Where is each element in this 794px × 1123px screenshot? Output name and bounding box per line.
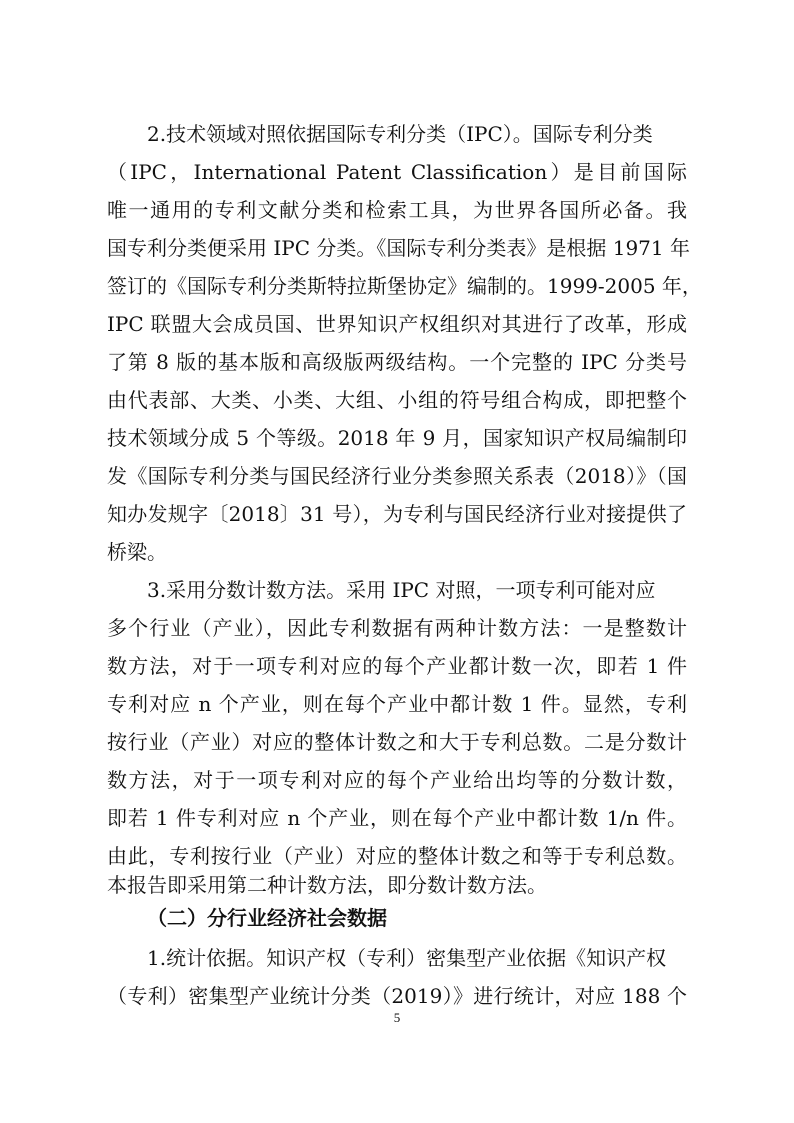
text-line: 按行业（产业）对应的整体计数之和大于专利总数。二是分数计 <box>107 730 687 754</box>
text-line: 数方法，对于一项专利对应的每个产业都计数一次，即若 1 件 <box>107 654 687 678</box>
text-line: 技术领域分成 5 个等级。2018 年 9 月，国家知识产权局编制印 <box>107 426 687 450</box>
text-line: 桥梁。 <box>107 540 167 564</box>
text-line: 专利对应 n 个产业，则在每个产业中都计数 1 件。显然，专利 <box>107 692 687 716</box>
text-line: （专利）密集型产业统计分类（2019）》进行统计，对应 188 个 <box>107 984 687 1008</box>
text-line: 由代表部、大类、小类、大组、小组的符号组合构成，即把整个 <box>107 388 687 412</box>
text-line: 发《国际专利分类与国民经济行业分类参照关系表（2018）》（国 <box>107 464 687 488</box>
text-line: 本报告即采用第二种计数方法，即分数计数方法。 <box>107 873 547 897</box>
text-line: （IPC，International Patent Classification）是目前国际 <box>107 160 687 184</box>
text-line: 1.统计依据。知识产权（专利）密集型产业依据《知识产权 <box>147 946 667 970</box>
text-line: 数方法，对于一项专利对应的每个产业给出均等的分数计数， <box>107 768 687 792</box>
section-heading: （二）分行业经济社会数据 <box>147 906 387 930</box>
text-line: 即若 1 件专利对应 n 个产业，则在每个产业中都计数 1/n 件。 <box>107 806 687 830</box>
text-line: 2.技术领域对照依据国际专利分类（IPC）。国际专利分类 <box>147 122 653 146</box>
text-line: 了第 8 版的基本版和高级版两级结构。一个完整的 IPC 分类号 <box>107 350 687 374</box>
text-line: 由此，专利按行业（产业）对应的整体计数之和等于专利总数。 <box>107 844 687 868</box>
page-number: 5 <box>393 1010 401 1025</box>
text-line: IPC 联盟大会成员国、世界知识产权组织对其进行了改革，形成 <box>107 312 687 336</box>
text-line: 多个行业（产业），因此专利数据有两种计数方法：一是整数计 <box>107 616 687 640</box>
text-line: 国专利分类便采用 IPC 分类。《国际专利分类表》是根据 1971 年 <box>107 236 690 260</box>
text-line: 3.采用分数计数方法。采用 IPC 对照，一项专利可能对应 <box>147 578 656 602</box>
text-line: 知办发规字〔2018〕31 号），为专利与国民经济行业对接提供了 <box>107 502 687 526</box>
text-line: 签订的《国际专利分类斯特拉斯堡协定》编制的。1999-2005 年， <box>107 274 702 298</box>
text-line: 唯一通用的专利文献分类和检索工具，为世界各国所必备。我 <box>107 198 687 222</box>
